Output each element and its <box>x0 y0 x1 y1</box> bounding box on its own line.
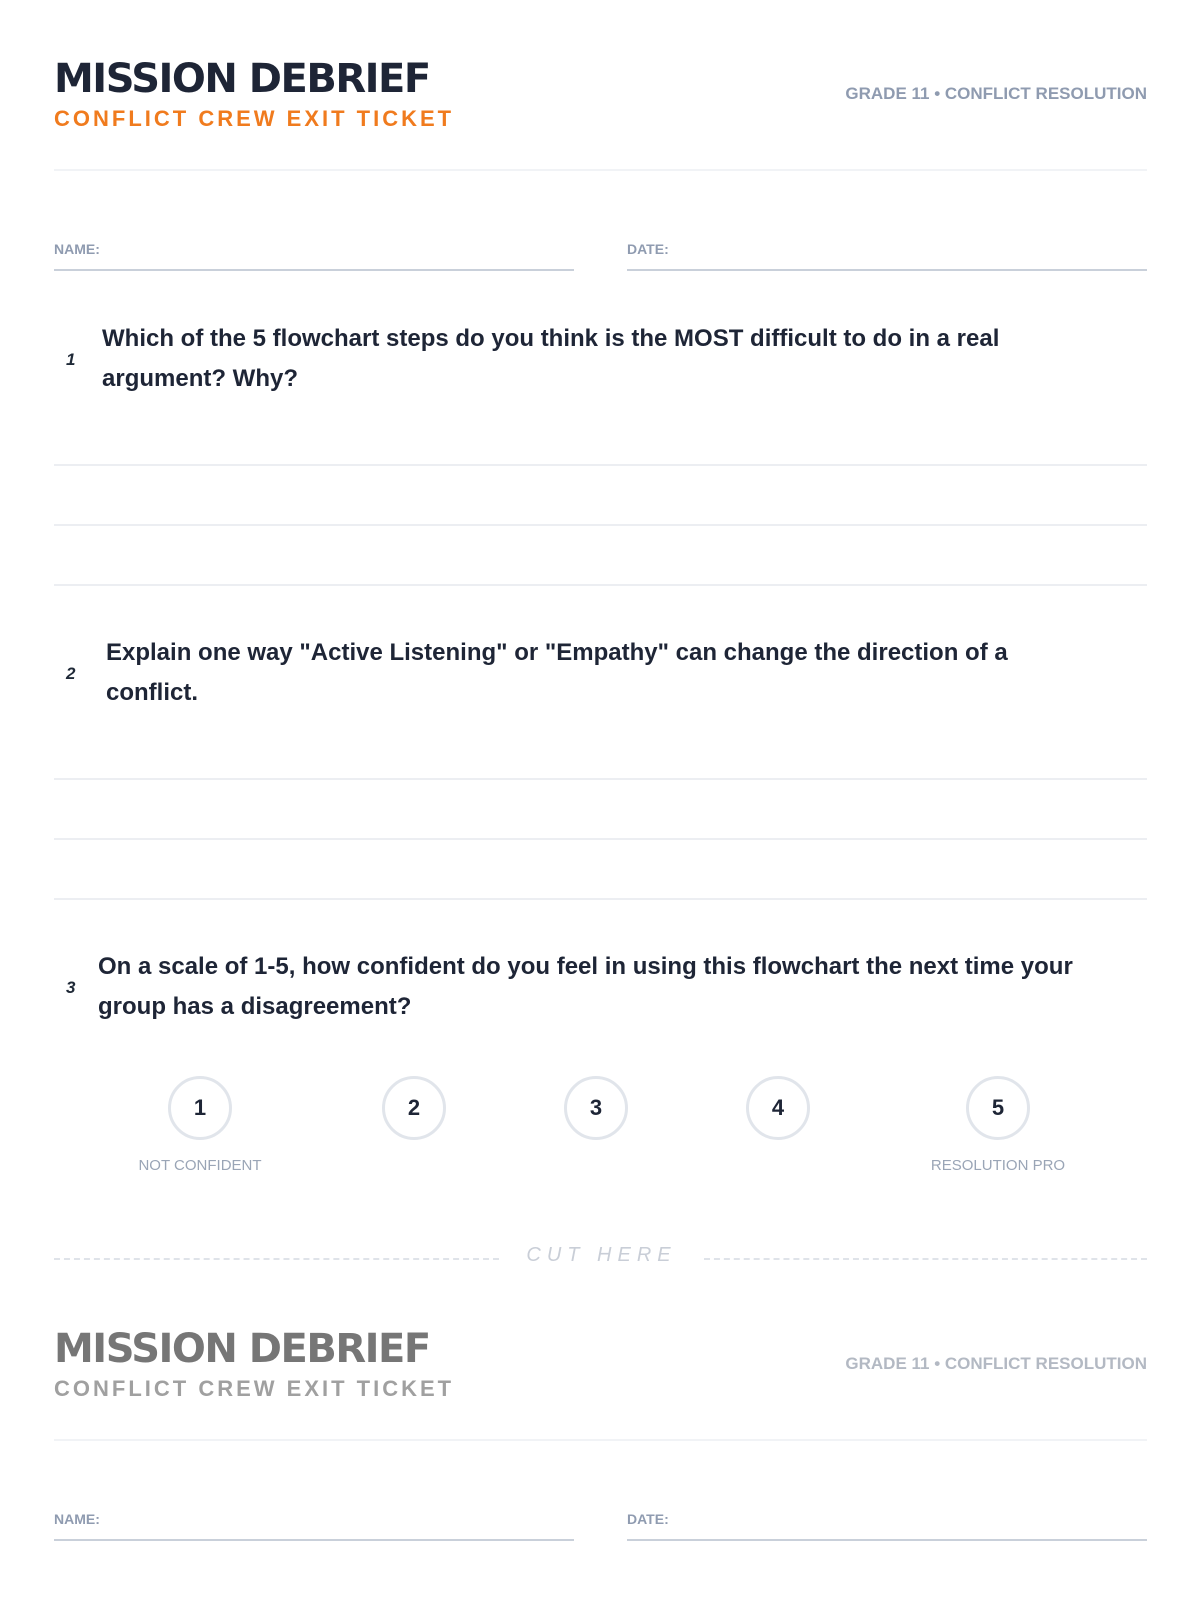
answer-line[interactable] <box>54 778 1147 780</box>
grade-meta: GRADE 11 • CONFLICT RESOLUTION <box>845 1354 1147 1373</box>
page-subtitle: CONFLICT CREW EXIT TICKET <box>54 106 455 131</box>
name-date-fields <box>54 171 1147 271</box>
name-field[interactable] <box>54 237 574 271</box>
date-field[interactable] <box>627 1507 1147 1541</box>
name-field[interactable] <box>54 1507 574 1541</box>
date-label: DATE: <box>627 241 669 257</box>
page-subtitle: CONFLICT CREW EXIT TICKET <box>54 1376 455 1401</box>
ticket-bottom <box>54 1326 1147 1541</box>
ticket-header <box>54 56 1147 171</box>
scale-high-label: RESOLUTION PRO <box>930 1157 1066 1174</box>
scale-option-3[interactable]: 3 <box>564 1076 628 1140</box>
scale-low-label: NOT CONFIDENT <box>138 1157 262 1174</box>
name-date-fields <box>54 1441 1147 1541</box>
name-label: NAME: <box>54 1511 100 1527</box>
page-title: MISSION DEBRIEF <box>54 1326 430 1372</box>
scale-option-4[interactable]: 4 <box>746 1076 810 1140</box>
question-text: Which of the 5 flowchart steps do you think is the MOST difficult to do in a real argument? Why? <box>102 325 1000 392</box>
question-number: 2 <box>66 664 76 683</box>
scale-option-1[interactable]: 1 <box>168 1076 232 1140</box>
answer-line[interactable] <box>54 838 1147 840</box>
cut-line <box>54 1240 1147 1270</box>
date-label: DATE: <box>627 1511 669 1527</box>
date-field[interactable] <box>627 237 1147 271</box>
cut-dash-left <box>54 1258 499 1260</box>
cut-label: CUT HERE <box>526 1244 677 1266</box>
answer-line[interactable] <box>54 464 1147 466</box>
ticket-top <box>54 56 1147 271</box>
answer-line[interactable] <box>54 584 1147 586</box>
answer-line[interactable] <box>54 524 1147 526</box>
question-text: Explain one way "Active Listening" or "Empathy" can change the direction of a conflict. <box>106 639 1008 706</box>
cut-dash-right <box>704 1258 1147 1260</box>
question-number: 1 <box>66 350 76 369</box>
page-title: MISSION DEBRIEF <box>54 56 430 102</box>
answer-line[interactable] <box>54 898 1147 900</box>
question-text: On a scale of 1-5, how confident do you feel in using this flowchart the next time your group has a disagreement? <box>98 953 1073 1020</box>
scale-option-2[interactable]: 2 <box>382 1076 446 1140</box>
scale-option-5[interactable]: 5 <box>966 1076 1030 1140</box>
question-number: 3 <box>66 978 76 997</box>
name-label: NAME: <box>54 241 100 257</box>
grade-meta: GRADE 11 • CONFLICT RESOLUTION <box>845 84 1147 103</box>
ticket-header <box>54 1326 1147 1441</box>
